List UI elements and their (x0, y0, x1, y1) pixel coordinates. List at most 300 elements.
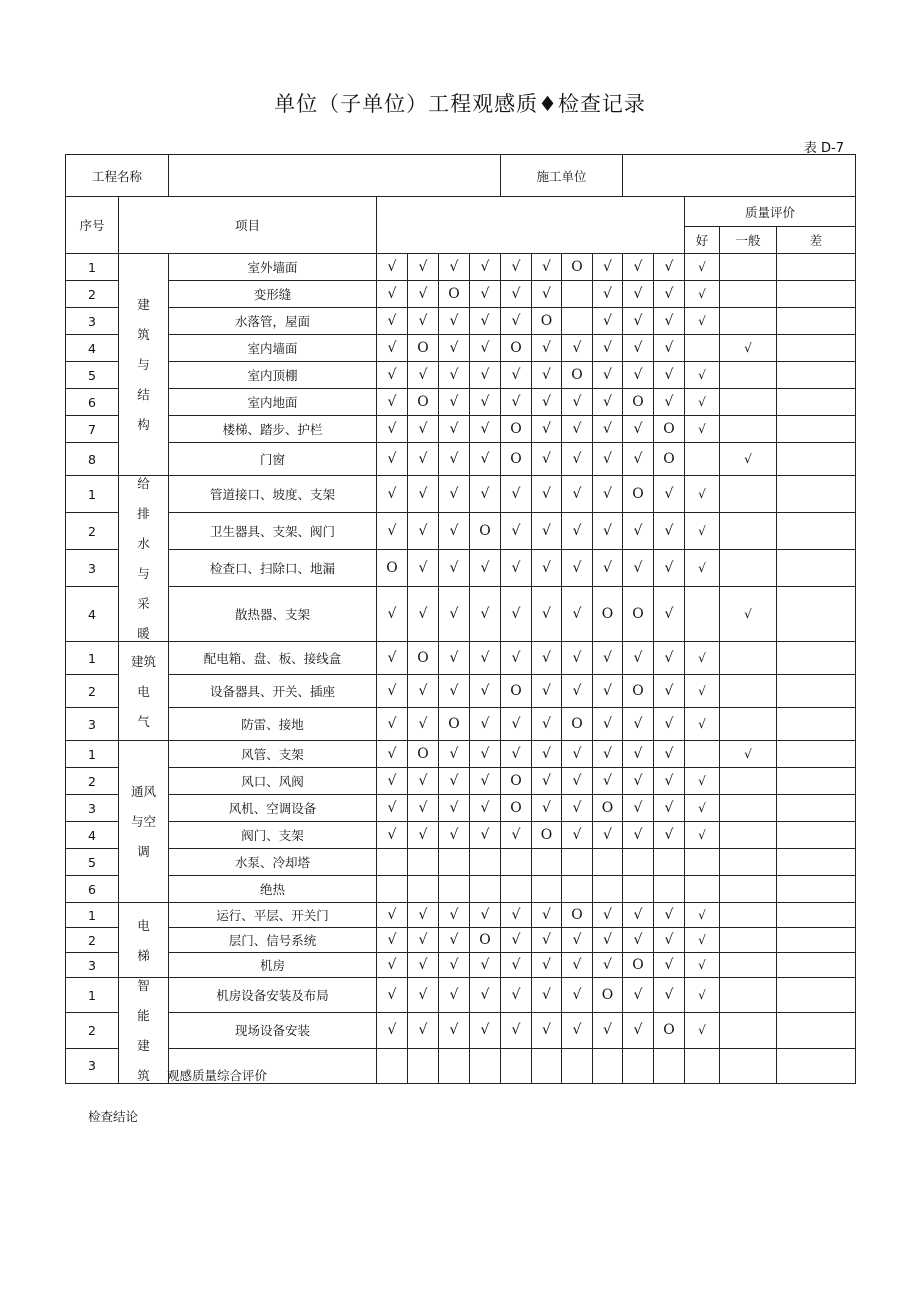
mark-cell[interactable]: √ (532, 587, 562, 642)
mark-cell[interactable]: √ (623, 978, 654, 1013)
mark-cell[interactable]: O (562, 708, 593, 741)
good-cell[interactable]: √ (685, 675, 720, 708)
mark-cell[interactable]: √ (470, 642, 501, 675)
poor-cell[interactable] (777, 1013, 856, 1048)
mark-cell[interactable]: O (532, 822, 562, 849)
mark-cell[interactable]: √ (439, 675, 470, 708)
mark-cell[interactable]: √ (501, 281, 532, 308)
mark-cell[interactable]: √ (562, 768, 593, 795)
mark-cell[interactable]: √ (408, 308, 439, 335)
fair-cell[interactable] (720, 416, 777, 443)
mark-cell[interactable]: √ (623, 903, 654, 928)
poor-cell[interactable] (777, 876, 856, 903)
mark-cell[interactable]: √ (654, 675, 685, 708)
mark-cell[interactable]: √ (593, 476, 623, 513)
mark-cell[interactable]: O (593, 978, 623, 1013)
mark-cell[interactable]: √ (501, 476, 532, 513)
mark-cell[interactable]: O (501, 416, 532, 443)
mark-cell[interactable] (654, 876, 685, 903)
good-cell[interactable]: √ (685, 708, 720, 741)
fair-cell[interactable] (720, 254, 777, 281)
poor-cell[interactable] (777, 1048, 856, 1083)
mark-cell[interactable]: √ (470, 953, 501, 978)
mark-cell[interactable]: √ (439, 308, 470, 335)
fair-cell[interactable] (720, 675, 777, 708)
mark-cell[interactable]: √ (439, 903, 470, 928)
mark-cell[interactable]: √ (439, 768, 470, 795)
mark-cell[interactable]: √ (501, 362, 532, 389)
mark-cell[interactable]: √ (532, 768, 562, 795)
mark-cell[interactable]: √ (654, 254, 685, 281)
mark-cell[interactable]: O (501, 768, 532, 795)
mark-cell[interactable]: √ (654, 953, 685, 978)
mark-cell[interactable]: √ (408, 903, 439, 928)
mark-cell[interactable]: √ (532, 335, 562, 362)
mark-cell[interactable]: √ (562, 443, 593, 476)
mark-cell[interactable]: √ (408, 795, 439, 822)
mark-cell[interactable]: √ (470, 335, 501, 362)
mark-cell[interactable]: √ (377, 903, 408, 928)
mark-cell[interactable]: √ (593, 443, 623, 476)
mark-cell[interactable]: √ (623, 550, 654, 587)
good-cell[interactable]: √ (685, 978, 720, 1013)
mark-cell[interactable]: √ (470, 741, 501, 768)
mark-cell[interactable]: √ (593, 741, 623, 768)
mark-cell[interactable]: √ (470, 416, 501, 443)
mark-cell[interactable] (501, 1048, 532, 1083)
mark-cell[interactable] (593, 849, 623, 876)
fair-cell[interactable] (720, 476, 777, 513)
good-cell[interactable] (685, 335, 720, 362)
good-cell[interactable]: √ (685, 1013, 720, 1048)
mark-cell[interactable]: √ (377, 308, 408, 335)
mark-cell[interactable]: √ (593, 254, 623, 281)
mark-cell[interactable]: O (623, 476, 654, 513)
mark-cell[interactable]: √ (623, 443, 654, 476)
fair-cell[interactable] (720, 513, 777, 550)
fair-cell[interactable] (720, 928, 777, 953)
mark-cell[interactable]: O (593, 587, 623, 642)
good-cell[interactable] (685, 443, 720, 476)
fair-cell[interactable] (720, 953, 777, 978)
mark-cell[interactable]: √ (408, 822, 439, 849)
mark-cell[interactable]: √ (501, 903, 532, 928)
mark-cell[interactable]: √ (408, 1013, 439, 1048)
mark-cell[interactable]: √ (593, 928, 623, 953)
mark-cell[interactable]: √ (408, 708, 439, 741)
mark-cell[interactable]: √ (593, 389, 623, 416)
mark-cell[interactable]: √ (439, 550, 470, 587)
mark-cell[interactable]: O (377, 550, 408, 587)
mark-cell[interactable]: √ (501, 308, 532, 335)
good-cell[interactable] (685, 587, 720, 642)
poor-cell[interactable] (777, 550, 856, 587)
mark-cell[interactable]: √ (623, 708, 654, 741)
mark-cell[interactable]: √ (501, 928, 532, 953)
mark-cell[interactable]: √ (562, 795, 593, 822)
mark-cell[interactable]: √ (623, 513, 654, 550)
mark-cell[interactable]: √ (532, 928, 562, 953)
mark-cell[interactable]: √ (470, 362, 501, 389)
poor-cell[interactable] (777, 443, 856, 476)
mark-cell[interactable]: √ (439, 254, 470, 281)
mark-cell[interactable]: √ (562, 953, 593, 978)
good-cell[interactable]: √ (685, 953, 720, 978)
mark-cell[interactable]: √ (593, 362, 623, 389)
mark-cell[interactable] (623, 849, 654, 876)
mark-cell[interactable]: √ (562, 335, 593, 362)
mark-cell[interactable]: √ (562, 1013, 593, 1048)
fair-cell[interactable]: √ (720, 741, 777, 768)
mark-cell[interactable]: O (408, 642, 439, 675)
mark-cell[interactable] (623, 876, 654, 903)
mark-cell[interactable] (593, 1048, 623, 1083)
mark-cell[interactable]: √ (562, 476, 593, 513)
mark-cell[interactable]: O (654, 416, 685, 443)
mark-cell[interactable]: √ (439, 978, 470, 1013)
mark-cell[interactable] (501, 849, 532, 876)
poor-cell[interactable] (777, 768, 856, 795)
mark-cell[interactable]: √ (408, 768, 439, 795)
mark-cell[interactable]: √ (532, 795, 562, 822)
mark-cell[interactable] (562, 308, 593, 335)
mark-cell[interactable]: O (408, 741, 439, 768)
good-cell[interactable] (685, 741, 720, 768)
mark-cell[interactable]: √ (439, 513, 470, 550)
poor-cell[interactable] (777, 642, 856, 675)
mark-cell[interactable]: √ (532, 708, 562, 741)
mark-cell[interactable]: √ (470, 768, 501, 795)
good-cell[interactable]: √ (685, 642, 720, 675)
mark-cell[interactable]: √ (562, 741, 593, 768)
mark-cell[interactable]: O (623, 953, 654, 978)
fair-cell[interactable] (720, 708, 777, 741)
mark-cell[interactable]: √ (654, 513, 685, 550)
good-cell[interactable]: √ (685, 416, 720, 443)
mark-cell[interactable]: √ (501, 642, 532, 675)
mark-cell[interactable]: √ (439, 362, 470, 389)
mark-cell[interactable]: √ (377, 254, 408, 281)
mark-cell[interactable]: √ (562, 416, 593, 443)
mark-cell[interactable] (439, 876, 470, 903)
mark-cell[interactable] (532, 1048, 562, 1083)
mark-cell[interactable]: √ (654, 822, 685, 849)
mark-cell[interactable]: √ (408, 513, 439, 550)
mark-cell[interactable]: √ (377, 741, 408, 768)
mark-cell[interactable]: √ (623, 308, 654, 335)
mark-cell[interactable]: √ (562, 642, 593, 675)
mark-cell[interactable] (377, 849, 408, 876)
mark-cell[interactable]: √ (470, 308, 501, 335)
mark-cell[interactable]: √ (623, 795, 654, 822)
mark-cell[interactable] (593, 876, 623, 903)
mark-cell[interactable]: √ (654, 308, 685, 335)
poor-cell[interactable] (777, 795, 856, 822)
mark-cell[interactable]: √ (501, 254, 532, 281)
mark-cell[interactable]: O (470, 928, 501, 953)
mark-cell[interactable]: √ (593, 822, 623, 849)
mark-cell[interactable]: √ (377, 513, 408, 550)
mark-cell[interactable]: √ (562, 587, 593, 642)
mark-cell[interactable]: O (439, 708, 470, 741)
poor-cell[interactable] (777, 416, 856, 443)
mark-cell[interactable]: √ (439, 822, 470, 849)
mark-cell[interactable]: √ (654, 708, 685, 741)
mark-cell[interactable]: √ (623, 335, 654, 362)
fair-cell[interactable] (720, 362, 777, 389)
fair-cell[interactable] (720, 642, 777, 675)
mark-cell[interactable]: √ (377, 476, 408, 513)
mark-cell[interactable]: √ (623, 741, 654, 768)
mark-cell[interactable]: O (501, 795, 532, 822)
mark-cell[interactable]: √ (532, 254, 562, 281)
fair-cell[interactable] (720, 389, 777, 416)
good-cell[interactable]: √ (685, 389, 720, 416)
mark-cell[interactable]: √ (408, 953, 439, 978)
mark-cell[interactable]: √ (623, 768, 654, 795)
mark-cell[interactable]: √ (439, 443, 470, 476)
mark-cell[interactable]: O (562, 254, 593, 281)
mark-cell[interactable]: √ (623, 281, 654, 308)
good-cell[interactable]: √ (685, 822, 720, 849)
mark-cell[interactable]: √ (470, 1013, 501, 1048)
mark-cell[interactable]: √ (501, 513, 532, 550)
mark-cell[interactable] (562, 876, 593, 903)
mark-cell[interactable] (470, 849, 501, 876)
mark-cell[interactable]: √ (593, 642, 623, 675)
mark-cell[interactable]: √ (439, 389, 470, 416)
mark-cell[interactable] (654, 1048, 685, 1083)
fair-cell[interactable] (720, 768, 777, 795)
mark-cell[interactable]: O (408, 389, 439, 416)
poor-cell[interactable] (777, 281, 856, 308)
mark-cell[interactable]: √ (501, 587, 532, 642)
mark-cell[interactable]: √ (439, 587, 470, 642)
poor-cell[interactable] (777, 822, 856, 849)
mark-cell[interactable]: √ (377, 389, 408, 416)
mark-cell[interactable]: √ (654, 768, 685, 795)
mark-cell[interactable]: O (593, 795, 623, 822)
mark-cell[interactable]: √ (532, 550, 562, 587)
mark-cell[interactable]: O (654, 1013, 685, 1048)
poor-cell[interactable] (777, 675, 856, 708)
mark-cell[interactable]: √ (470, 550, 501, 587)
mark-cell[interactable]: √ (562, 928, 593, 953)
mark-cell[interactable]: √ (532, 903, 562, 928)
good-cell[interactable]: √ (685, 254, 720, 281)
mark-cell[interactable]: √ (654, 903, 685, 928)
mark-cell[interactable]: O (562, 903, 593, 928)
good-cell[interactable]: √ (685, 550, 720, 587)
mark-cell[interactable]: √ (654, 978, 685, 1013)
mark-cell[interactable]: √ (408, 675, 439, 708)
mark-cell[interactable]: √ (532, 389, 562, 416)
mark-cell[interactable]: O (439, 281, 470, 308)
mark-cell[interactable]: √ (439, 741, 470, 768)
mark-cell[interactable]: √ (439, 476, 470, 513)
fair-cell[interactable]: √ (720, 335, 777, 362)
good-cell[interactable]: √ (685, 476, 720, 513)
mark-cell[interactable]: √ (562, 513, 593, 550)
poor-cell[interactable] (777, 978, 856, 1013)
mark-cell[interactable]: √ (593, 513, 623, 550)
mark-cell[interactable]: √ (532, 476, 562, 513)
mark-cell[interactable]: √ (501, 741, 532, 768)
mark-cell[interactable]: √ (439, 795, 470, 822)
good-cell[interactable]: √ (685, 928, 720, 953)
mark-cell[interactable]: √ (470, 708, 501, 741)
mark-cell[interactable]: √ (593, 335, 623, 362)
mark-cell[interactable]: √ (439, 953, 470, 978)
good-cell[interactable] (685, 849, 720, 876)
poor-cell[interactable] (777, 587, 856, 642)
fair-cell[interactable] (720, 550, 777, 587)
poor-cell[interactable] (777, 741, 856, 768)
mark-cell[interactable]: √ (654, 795, 685, 822)
fair-cell[interactable] (720, 903, 777, 928)
poor-cell[interactable] (777, 389, 856, 416)
fair-cell[interactable] (720, 1048, 777, 1083)
mark-cell[interactable]: √ (654, 741, 685, 768)
mark-cell[interactable]: √ (408, 476, 439, 513)
mark-cell[interactable]: √ (439, 928, 470, 953)
mark-cell[interactable]: √ (654, 335, 685, 362)
mark-cell[interactable]: √ (532, 362, 562, 389)
mark-cell[interactable]: √ (377, 675, 408, 708)
mark-cell[interactable]: √ (593, 416, 623, 443)
mark-cell[interactable]: O (532, 308, 562, 335)
mark-cell[interactable]: √ (623, 642, 654, 675)
mark-cell[interactable] (377, 876, 408, 903)
mark-cell[interactable]: O (623, 587, 654, 642)
mark-cell[interactable]: √ (532, 741, 562, 768)
mark-cell[interactable] (408, 1048, 439, 1083)
mark-cell[interactable] (470, 876, 501, 903)
mark-cell[interactable]: √ (470, 822, 501, 849)
mark-cell[interactable]: √ (377, 768, 408, 795)
mark-cell[interactable]: √ (623, 822, 654, 849)
mark-cell[interactable]: √ (377, 281, 408, 308)
mark-cell[interactable]: √ (377, 443, 408, 476)
mark-cell[interactable]: O (408, 335, 439, 362)
mark-cell[interactable]: √ (377, 953, 408, 978)
fair-cell[interactable] (720, 822, 777, 849)
mark-cell[interactable]: O (501, 675, 532, 708)
mark-cell[interactable]: √ (532, 953, 562, 978)
poor-cell[interactable] (777, 903, 856, 928)
mark-cell[interactable]: √ (408, 928, 439, 953)
mark-cell[interactable]: √ (501, 550, 532, 587)
mark-cell[interactable]: √ (593, 903, 623, 928)
mark-cell[interactable]: √ (654, 476, 685, 513)
mark-cell[interactable]: O (654, 443, 685, 476)
mark-cell[interactable]: √ (408, 254, 439, 281)
mark-cell[interactable] (623, 1048, 654, 1083)
mark-cell[interactable] (439, 1048, 470, 1083)
fair-cell[interactable] (720, 795, 777, 822)
mark-cell[interactable]: √ (408, 587, 439, 642)
mark-cell[interactable] (654, 849, 685, 876)
mark-cell[interactable]: √ (439, 335, 470, 362)
fair-cell[interactable] (720, 849, 777, 876)
mark-cell[interactable]: √ (623, 362, 654, 389)
fair-cell[interactable] (720, 978, 777, 1013)
mark-cell[interactable]: √ (654, 550, 685, 587)
mark-cell[interactable] (377, 1048, 408, 1083)
mark-cell[interactable]: √ (501, 389, 532, 416)
mark-cell[interactable]: √ (562, 675, 593, 708)
mark-cell[interactable]: √ (532, 1013, 562, 1048)
mark-cell[interactable]: √ (532, 513, 562, 550)
mark-cell[interactable]: √ (439, 642, 470, 675)
mark-cell[interactable]: √ (532, 675, 562, 708)
mark-cell[interactable]: √ (470, 443, 501, 476)
mark-cell[interactable]: O (623, 675, 654, 708)
mark-cell[interactable]: √ (501, 953, 532, 978)
mark-cell[interactable]: √ (470, 389, 501, 416)
poor-cell[interactable] (777, 953, 856, 978)
mark-cell[interactable]: √ (654, 281, 685, 308)
good-cell[interactable] (685, 1048, 720, 1083)
mark-cell[interactable]: √ (654, 362, 685, 389)
fair-cell[interactable] (720, 281, 777, 308)
mark-cell[interactable]: √ (593, 1013, 623, 1048)
mark-cell[interactable]: √ (439, 1013, 470, 1048)
mark-cell[interactable]: √ (377, 416, 408, 443)
mark-cell[interactable]: √ (377, 708, 408, 741)
mark-cell[interactable]: O (501, 335, 532, 362)
mark-cell[interactable]: √ (593, 953, 623, 978)
mark-cell[interactable]: √ (654, 928, 685, 953)
mark-cell[interactable] (562, 281, 593, 308)
mark-cell[interactable]: √ (470, 254, 501, 281)
mark-cell[interactable] (408, 849, 439, 876)
mark-cell[interactable]: √ (377, 587, 408, 642)
mark-cell[interactable]: √ (562, 822, 593, 849)
poor-cell[interactable] (777, 308, 856, 335)
mark-cell[interactable]: √ (532, 978, 562, 1013)
mark-cell[interactable]: √ (593, 675, 623, 708)
good-cell[interactable]: √ (685, 513, 720, 550)
mark-cell[interactable]: √ (562, 978, 593, 1013)
mark-cell[interactable]: √ (408, 978, 439, 1013)
mark-cell[interactable]: √ (654, 587, 685, 642)
mark-cell[interactable]: √ (593, 308, 623, 335)
poor-cell[interactable] (777, 335, 856, 362)
good-cell[interactable]: √ (685, 903, 720, 928)
good-cell[interactable]: √ (685, 795, 720, 822)
fair-cell[interactable]: √ (720, 587, 777, 642)
mark-cell[interactable]: √ (377, 978, 408, 1013)
fair-cell[interactable] (720, 876, 777, 903)
mark-cell[interactable]: √ (470, 978, 501, 1013)
mark-cell[interactable] (408, 876, 439, 903)
fair-cell[interactable] (720, 308, 777, 335)
mark-cell[interactable]: √ (593, 281, 623, 308)
poor-cell[interactable] (777, 849, 856, 876)
mark-cell[interactable]: √ (470, 476, 501, 513)
mark-cell[interactable]: O (623, 389, 654, 416)
good-cell[interactable]: √ (685, 362, 720, 389)
mark-cell[interactable] (470, 1048, 501, 1083)
mark-cell[interactable]: √ (532, 281, 562, 308)
mark-cell[interactable]: √ (501, 1013, 532, 1048)
mark-cell[interactable] (562, 1048, 593, 1083)
mark-cell[interactable]: √ (623, 254, 654, 281)
mark-cell[interactable]: √ (593, 768, 623, 795)
mark-cell[interactable]: √ (532, 642, 562, 675)
mark-cell[interactable]: √ (654, 642, 685, 675)
